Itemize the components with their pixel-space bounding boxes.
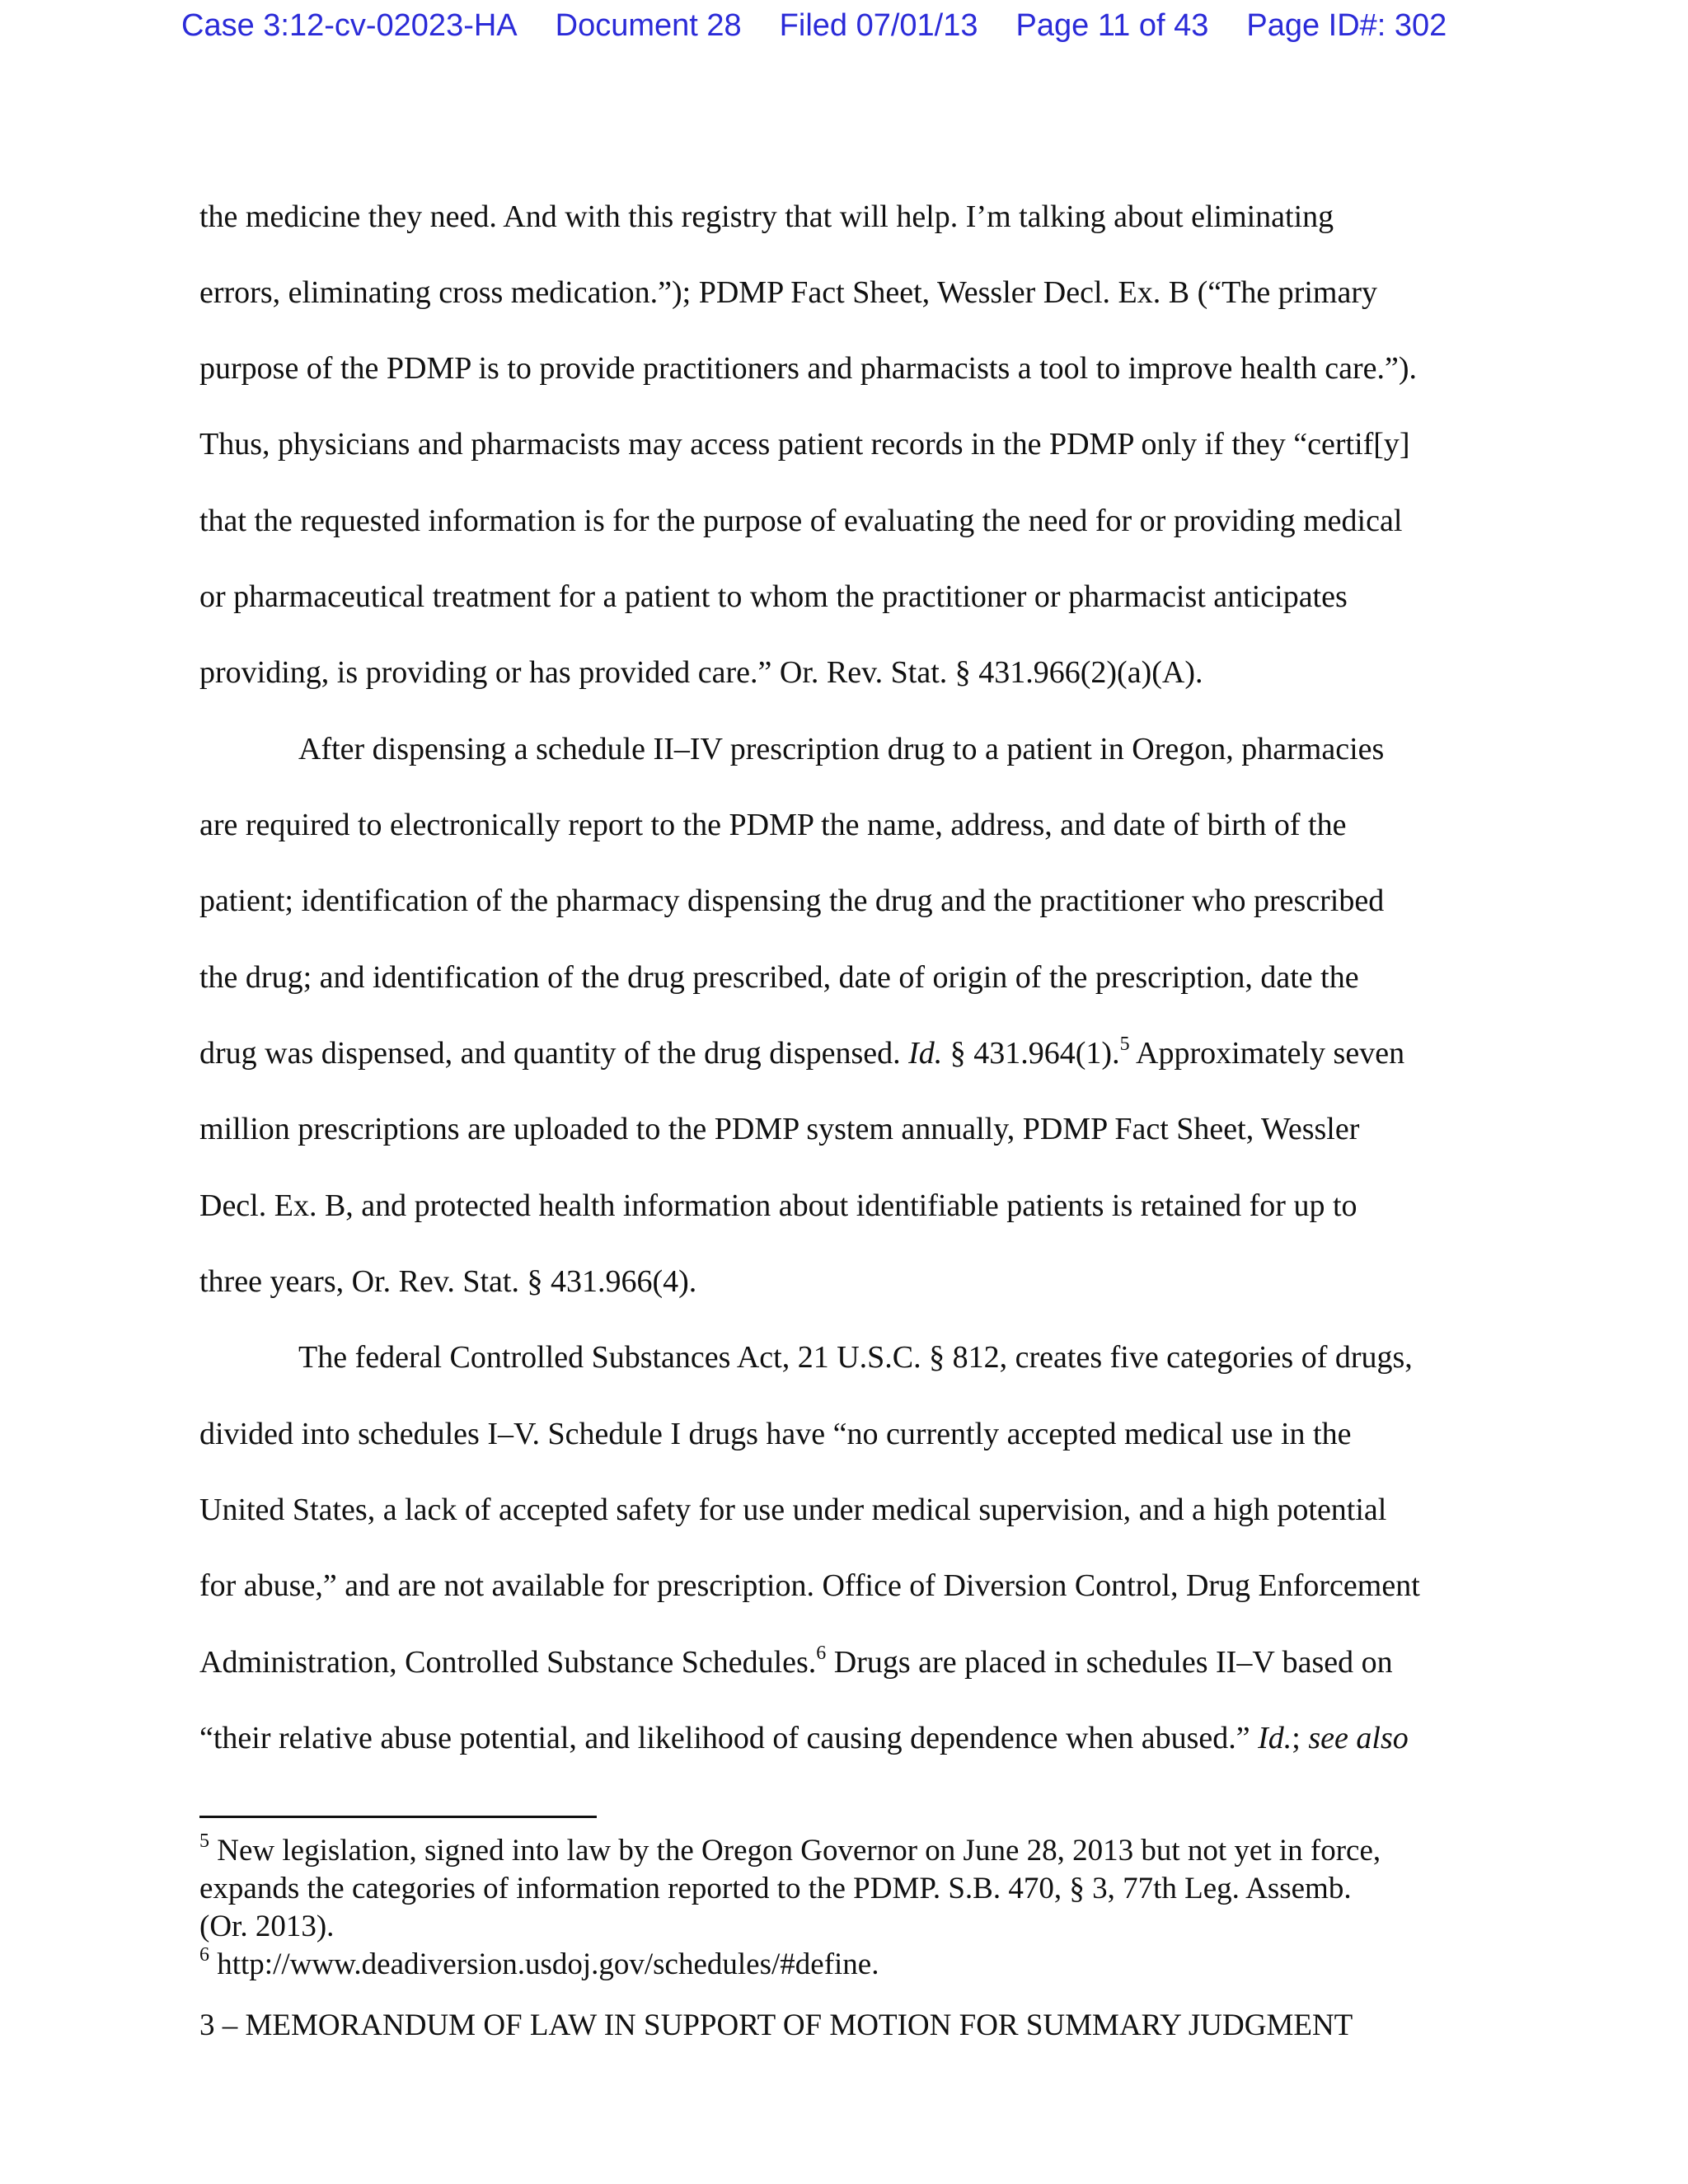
body-line: are required to electronically report to the PDMP the name, address, and date of birth of the	[199, 808, 1347, 842]
footnote-line: (Or. 2013).	[199, 1910, 335, 1943]
line-text: § 431.964(1).	[942, 1036, 1120, 1071]
footnote-5	[199, 1830, 1381, 1872]
line-text: ;	[1292, 1721, 1309, 1755]
filed-date: Filed 07/01/13	[779, 8, 978, 43]
body-line: divided into schedules I–V. Schedule I drugs have “no currently accepted medical use in the	[199, 1417, 1352, 1451]
citation-id: Id.	[1258, 1721, 1292, 1755]
footnote-ref-6: 6	[816, 1643, 827, 1664]
citation-id: Id.	[908, 1036, 943, 1071]
body-line: patient; identification of the pharmacy dispensing the drug and the practitioner who prescribed	[199, 883, 1385, 918]
body-line: for abuse,” and are not available for prescription. Office of Diversion Control, Drug Enforcement	[199, 1568, 1420, 1603]
body-line: three years, Or. Rev. Stat. § 431.966(4).	[199, 1264, 697, 1299]
body-line: that the requested information is for the purpose of evaluating the need for or providing medical	[199, 504, 1403, 538]
page-id: Page ID#: 302	[1246, 8, 1447, 43]
body-line: purpose of the PDMP is to provide practitioners and pharmacists a tool to improve health care.”).	[199, 351, 1418, 386]
body-line: the medicine they need. And with this registry that will help. I’m talking about eliminating	[199, 199, 1334, 234]
footnote-ref-5: 5	[1119, 1033, 1130, 1055]
paragraph-start: After dispensing a schedule II–IV prescription drug to a patient in Oregon, pharmacies	[298, 732, 1385, 766]
line-text: Administration, Controlled Substance Schedules.	[199, 1645, 817, 1680]
line-text: “their relative abuse potential, and likelihood of causing dependence when abused.”	[199, 1721, 1259, 1755]
line-text: Drugs are placed in schedules II–V based on	[826, 1645, 1393, 1680]
citation-signal: see also	[1308, 1721, 1409, 1755]
case-header	[181, 8, 1533, 44]
footnote-link[interactable]: http://www.deadiversion.usdoj.gov/schedules/#define.	[209, 1947, 879, 1981]
document-number: Document 28	[555, 8, 742, 43]
footnote-divider	[199, 1816, 597, 1818]
body-line	[199, 1034, 1404, 1076]
body-line: United States, a lack of accepted safety for use under medical supervision, and a high potential	[199, 1493, 1387, 1527]
body-line: million prescriptions are uploaded to the PDMP system annually, PDMP Fact Sheet, Wessler	[199, 1112, 1360, 1146]
paragraph-start: The federal Controlled Substances Act, 21 U.S.C. § 812, creates five categories of drugs,	[298, 1340, 1413, 1375]
body-line: the drug; and identification of the drug prescribed, date of origin of the prescription, date the	[199, 960, 1359, 995]
body-line: errors, eliminating cross medication.”); PDMP Fact Sheet, Wessler Decl. Ex. B (“The primary	[199, 275, 1377, 310]
footnote-6	[199, 1944, 879, 1986]
line-text: drug was dispensed, and quantity of the drug dispensed.	[199, 1036, 909, 1071]
footnote-text: New legislation, signed into law by the Oregon Governor on June 28, 2013 but not yet in force,	[209, 1834, 1381, 1868]
case-number: Case 3:12-cv-02023-HA	[181, 8, 518, 43]
page-count: Page 11 of 43	[1015, 8, 1209, 43]
body-line: Thus, physicians and pharmacists may access patient records in the PDMP only if they “certif[y]	[199, 427, 1410, 462]
body-line: or pharmaceutical treatment for a patient to whom the practitioner or pharmacist anticipates	[199, 579, 1348, 614]
body-line	[199, 1643, 1393, 1685]
body-line	[199, 1719, 1409, 1757]
footnote-number: 5	[199, 1830, 209, 1852]
body-line: providing, is providing or has provided care.” Or. Rev. Stat. § 431.966(2)(a)(A).	[199, 655, 1203, 690]
footnote-number: 6	[199, 1944, 209, 1966]
line-text: Approximately seven	[1129, 1036, 1405, 1071]
page-footer: 3 – MEMORANDUM OF LAW IN SUPPORT OF MOTION FOR SUMMARY JUDGMENT	[199, 2008, 1353, 2042]
footnote-line: expands the categories of information reported to the PDMP. S.B. 470, § 3, 77th Leg. Assemb.	[199, 1872, 1352, 1905]
body-line: Decl. Ex. B, and protected health information about identifiable patients is retained for up to	[199, 1188, 1357, 1223]
